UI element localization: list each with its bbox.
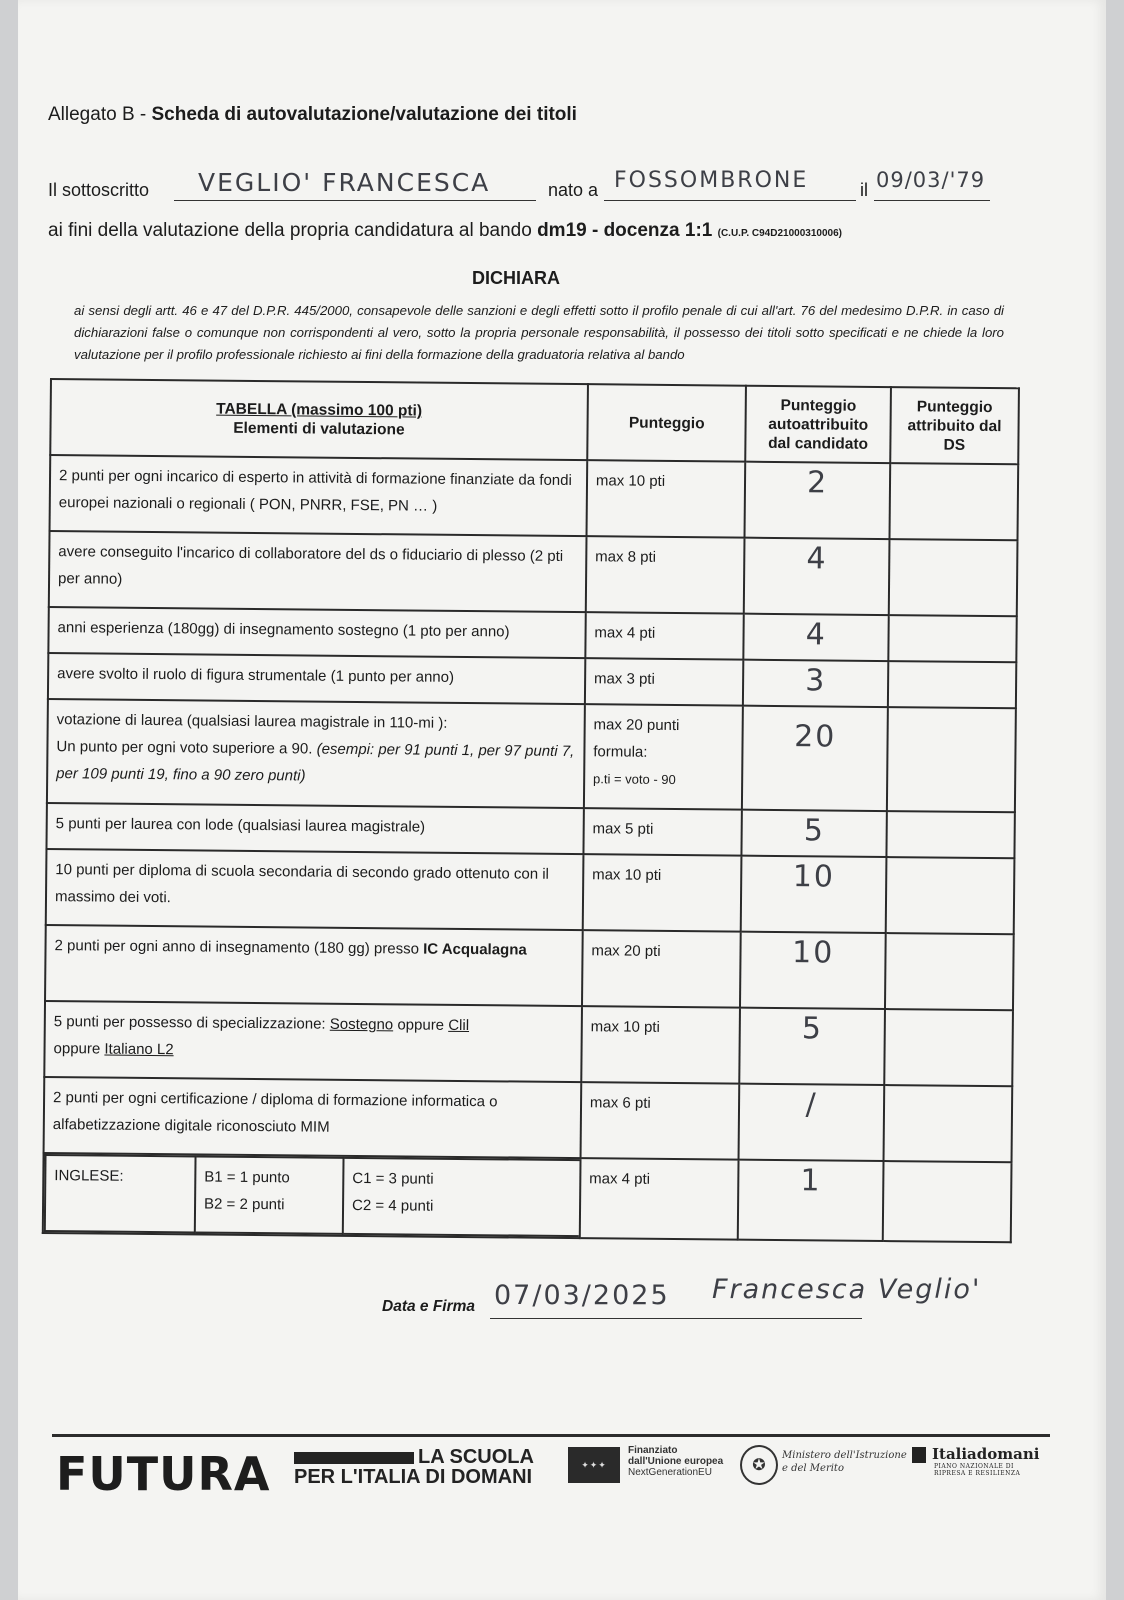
- table-cell: [741, 856, 886, 933]
- bando-name: dm19 - docenza 1:1: [537, 220, 713, 241]
- table-cell: avere svolto il ruolo di figura strumentale (1 punto per anno): [48, 653, 585, 704]
- table-cell: max 10 pti: [581, 1006, 740, 1084]
- table-cell: [744, 614, 889, 661]
- handwritten-signature: Francesca Veglio': [712, 1274, 982, 1305]
- table-cell: [740, 932, 885, 1009]
- table-row: [45, 925, 1014, 1010]
- autoattribuito-header: Punteggio autoattribuito dal candidato: [746, 386, 891, 463]
- table-cell: max 4 pti: [585, 612, 744, 660]
- score-value: 4: [806, 541, 828, 577]
- ds-cell: [883, 1085, 1012, 1162]
- table-cell: 2 punti per ogni certificazione / diploma di formazione informatica o alfabetizzazione digitale riconosciuto MIM: [44, 1077, 582, 1158]
- bando-line: ai fini della valutazione della propria candidatura al bando dm19 - docenza 1:1 (C.U.P. C94D21000310006): [48, 220, 842, 241]
- table-cell: 2 punti per ogni incarico di esperto in attività di formazione finanziate da fondi europei nazionali o regionali ( PON, PNRR, FSE, PN … ): [50, 455, 588, 536]
- firma-date: 07/03/2025: [494, 1280, 670, 1311]
- il-label: il: [860, 180, 868, 200]
- eu-funding-text: Finanziato dall'Unione europea NextGenerationEU: [628, 1445, 724, 1478]
- table-row: [49, 531, 1018, 616]
- inglese-label: INGLESE:: [45, 1155, 196, 1232]
- futura-logo: FUTURA: [56, 1447, 271, 1501]
- table-row-inglese: [43, 1153, 1012, 1242]
- ds-cell: [884, 1009, 1013, 1086]
- table-cell: anni esperienza (180gg) di insegnamento sostegno (1 pto per anno): [48, 607, 585, 658]
- italiadomani-icon: [912, 1447, 926, 1463]
- ds-cell: [889, 539, 1018, 616]
- cup-code: (C.U.P. C94D21000310006): [717, 228, 842, 239]
- score-value: 20: [793, 719, 837, 755]
- scuola-logo: LA SCUOLA PER L'ITALIA DI DOMANI: [294, 1446, 534, 1488]
- table-cell: max 10 pti: [583, 854, 742, 932]
- italy-emblem-icon: ✪: [740, 1445, 778, 1485]
- table-row: [47, 699, 1016, 812]
- table-cell: votazione di laurea (qualsiasi laurea magistrale in 110-mi ): Un punto per ogni voto superiore a 90. (esempi: per 91 punti 1, per 97 punti 7, per 109 punti 19, fino a 90 zero punti): [47, 699, 585, 808]
- table-row: [46, 849, 1015, 934]
- table-cell: max 20 punti formula: p.ti = voto - 90: [584, 704, 744, 810]
- table-cell: max 8 pti: [586, 536, 745, 614]
- table-cell: [43, 1153, 581, 1238]
- table-cell: [740, 1008, 885, 1085]
- table-cell: max 3 pti: [585, 658, 744, 706]
- footer-divider: [52, 1434, 1050, 1437]
- score-value: 4: [805, 617, 827, 653]
- table-title-cell: TABELLA (massimo 100 pti) Elementi di valutazione: [50, 379, 588, 460]
- ds-cell: [886, 811, 1015, 858]
- sottoscritto-label: Il sottoscritto: [48, 180, 150, 200]
- firma-label: Data e Firma: [382, 1298, 476, 1315]
- page-title: Allegato B - Scheda di autovalutazione/valutazione dei titoli: [48, 104, 577, 125]
- table-cell: max 10 pti: [586, 460, 745, 538]
- ds-cell: [888, 615, 1017, 662]
- ministero-logo: Ministero dell'Istruzione e del Merito: [782, 1450, 907, 1474]
- ds-cell: [883, 1161, 1012, 1242]
- ds-cell: [887, 707, 1016, 812]
- table-cell: 5 punti per possesso di specializzazione: Sostegno oppure Clil oppure Italiano L2: [44, 1001, 582, 1082]
- table-row: [50, 455, 1019, 540]
- table-cell: [742, 706, 887, 811]
- score-value: /: [805, 1087, 818, 1123]
- ds-cell: [886, 857, 1015, 934]
- score-value: 1: [800, 1163, 822, 1199]
- table-cell: [745, 462, 890, 539]
- ds-cell: [889, 463, 1018, 540]
- inglese-b-levels: B1 = 1 punto B2 = 2 punti: [195, 1156, 344, 1233]
- scuola-bar-icon: [294, 1452, 414, 1464]
- score-value: 5: [803, 813, 826, 849]
- table-cell: [744, 538, 889, 615]
- score-value: 5: [801, 1011, 824, 1047]
- eu-flag-icon: ✦✦✦: [568, 1447, 620, 1483]
- table-cell: [738, 1160, 883, 1241]
- table-cell: 10 punti per diploma di scuola secondaria di secondo grado ottenuto con il massimo dei voti.: [46, 849, 584, 930]
- table-cell: [743, 660, 888, 707]
- score-value: 2: [806, 465, 829, 501]
- table-cell: [739, 1084, 884, 1161]
- punteggio-header: Punteggio: [587, 384, 746, 462]
- score-value: 10: [792, 859, 836, 895]
- footer-logos: [56, 1445, 1046, 1501]
- table-cell: 5 punti per laurea con lode (qualsiasi laurea magistrale): [46, 803, 583, 854]
- table-cell: max 5 pti: [583, 808, 742, 856]
- dichiara-heading: DICHIARA: [472, 268, 560, 288]
- table-cell: avere conseguito l'incarico di collaboratore del ds o fiduciario di plesso (2 pti per anno): [49, 531, 587, 612]
- declaration-text: ai sensi degli artt. 46 e 47 del D.P.R. 445/2000, consapevole delle sanzioni e degli effetti sotto il profilo penale di cui all'art. 76 del medesimo D.P.R. in caso di dichiarazioni false o comunque non corrispondenti al vero, sotto la propria personale responsabilità, il possesso dei titoli sotto specificati e ne chiede la loro valutazione per il profilo professionale richiesto ai fini della formazione della graduatoria relativa al bando: [74, 303, 1004, 362]
- birthplace: FOSSOMBRONE: [614, 168, 809, 193]
- inglese-c-levels: C1 = 3 punti C2 = 4 punti: [343, 1158, 580, 1236]
- table-row: [44, 1077, 1013, 1162]
- table-cell: [742, 810, 887, 857]
- candidate-name: VEGLIO' FRANCESCA: [198, 168, 491, 197]
- italiadomani-logo: Italiadomani PIANO NAZIONALE DI RIPRESA E RESILIENZA: [912, 1445, 1046, 1477]
- nato-label: nato a: [548, 180, 599, 200]
- ds-cell: [885, 933, 1014, 1010]
- candidate-line: [48, 168, 1048, 202]
- table-cell: max 6 pti: [580, 1082, 739, 1160]
- ds-header: Punteggio attribuito dal DS: [890, 387, 1019, 464]
- score-value: 3: [805, 663, 827, 699]
- score-value: 10: [791, 935, 835, 971]
- table-header-row: [50, 379, 1019, 464]
- table-cell: 2 punti per ogni anno di insegnamento (180 gg) presso IC Acqualagna: [45, 925, 583, 1006]
- birthdate: 09/03/'79: [876, 168, 986, 192]
- table-cell: max 4 pti: [580, 1158, 739, 1240]
- evaluation-table: [42, 378, 1020, 1243]
- ds-cell: [888, 661, 1017, 708]
- table-cell: max 20 pti: [582, 930, 741, 1008]
- table-row: [44, 1001, 1013, 1086]
- signature-block: [382, 1274, 1022, 1340]
